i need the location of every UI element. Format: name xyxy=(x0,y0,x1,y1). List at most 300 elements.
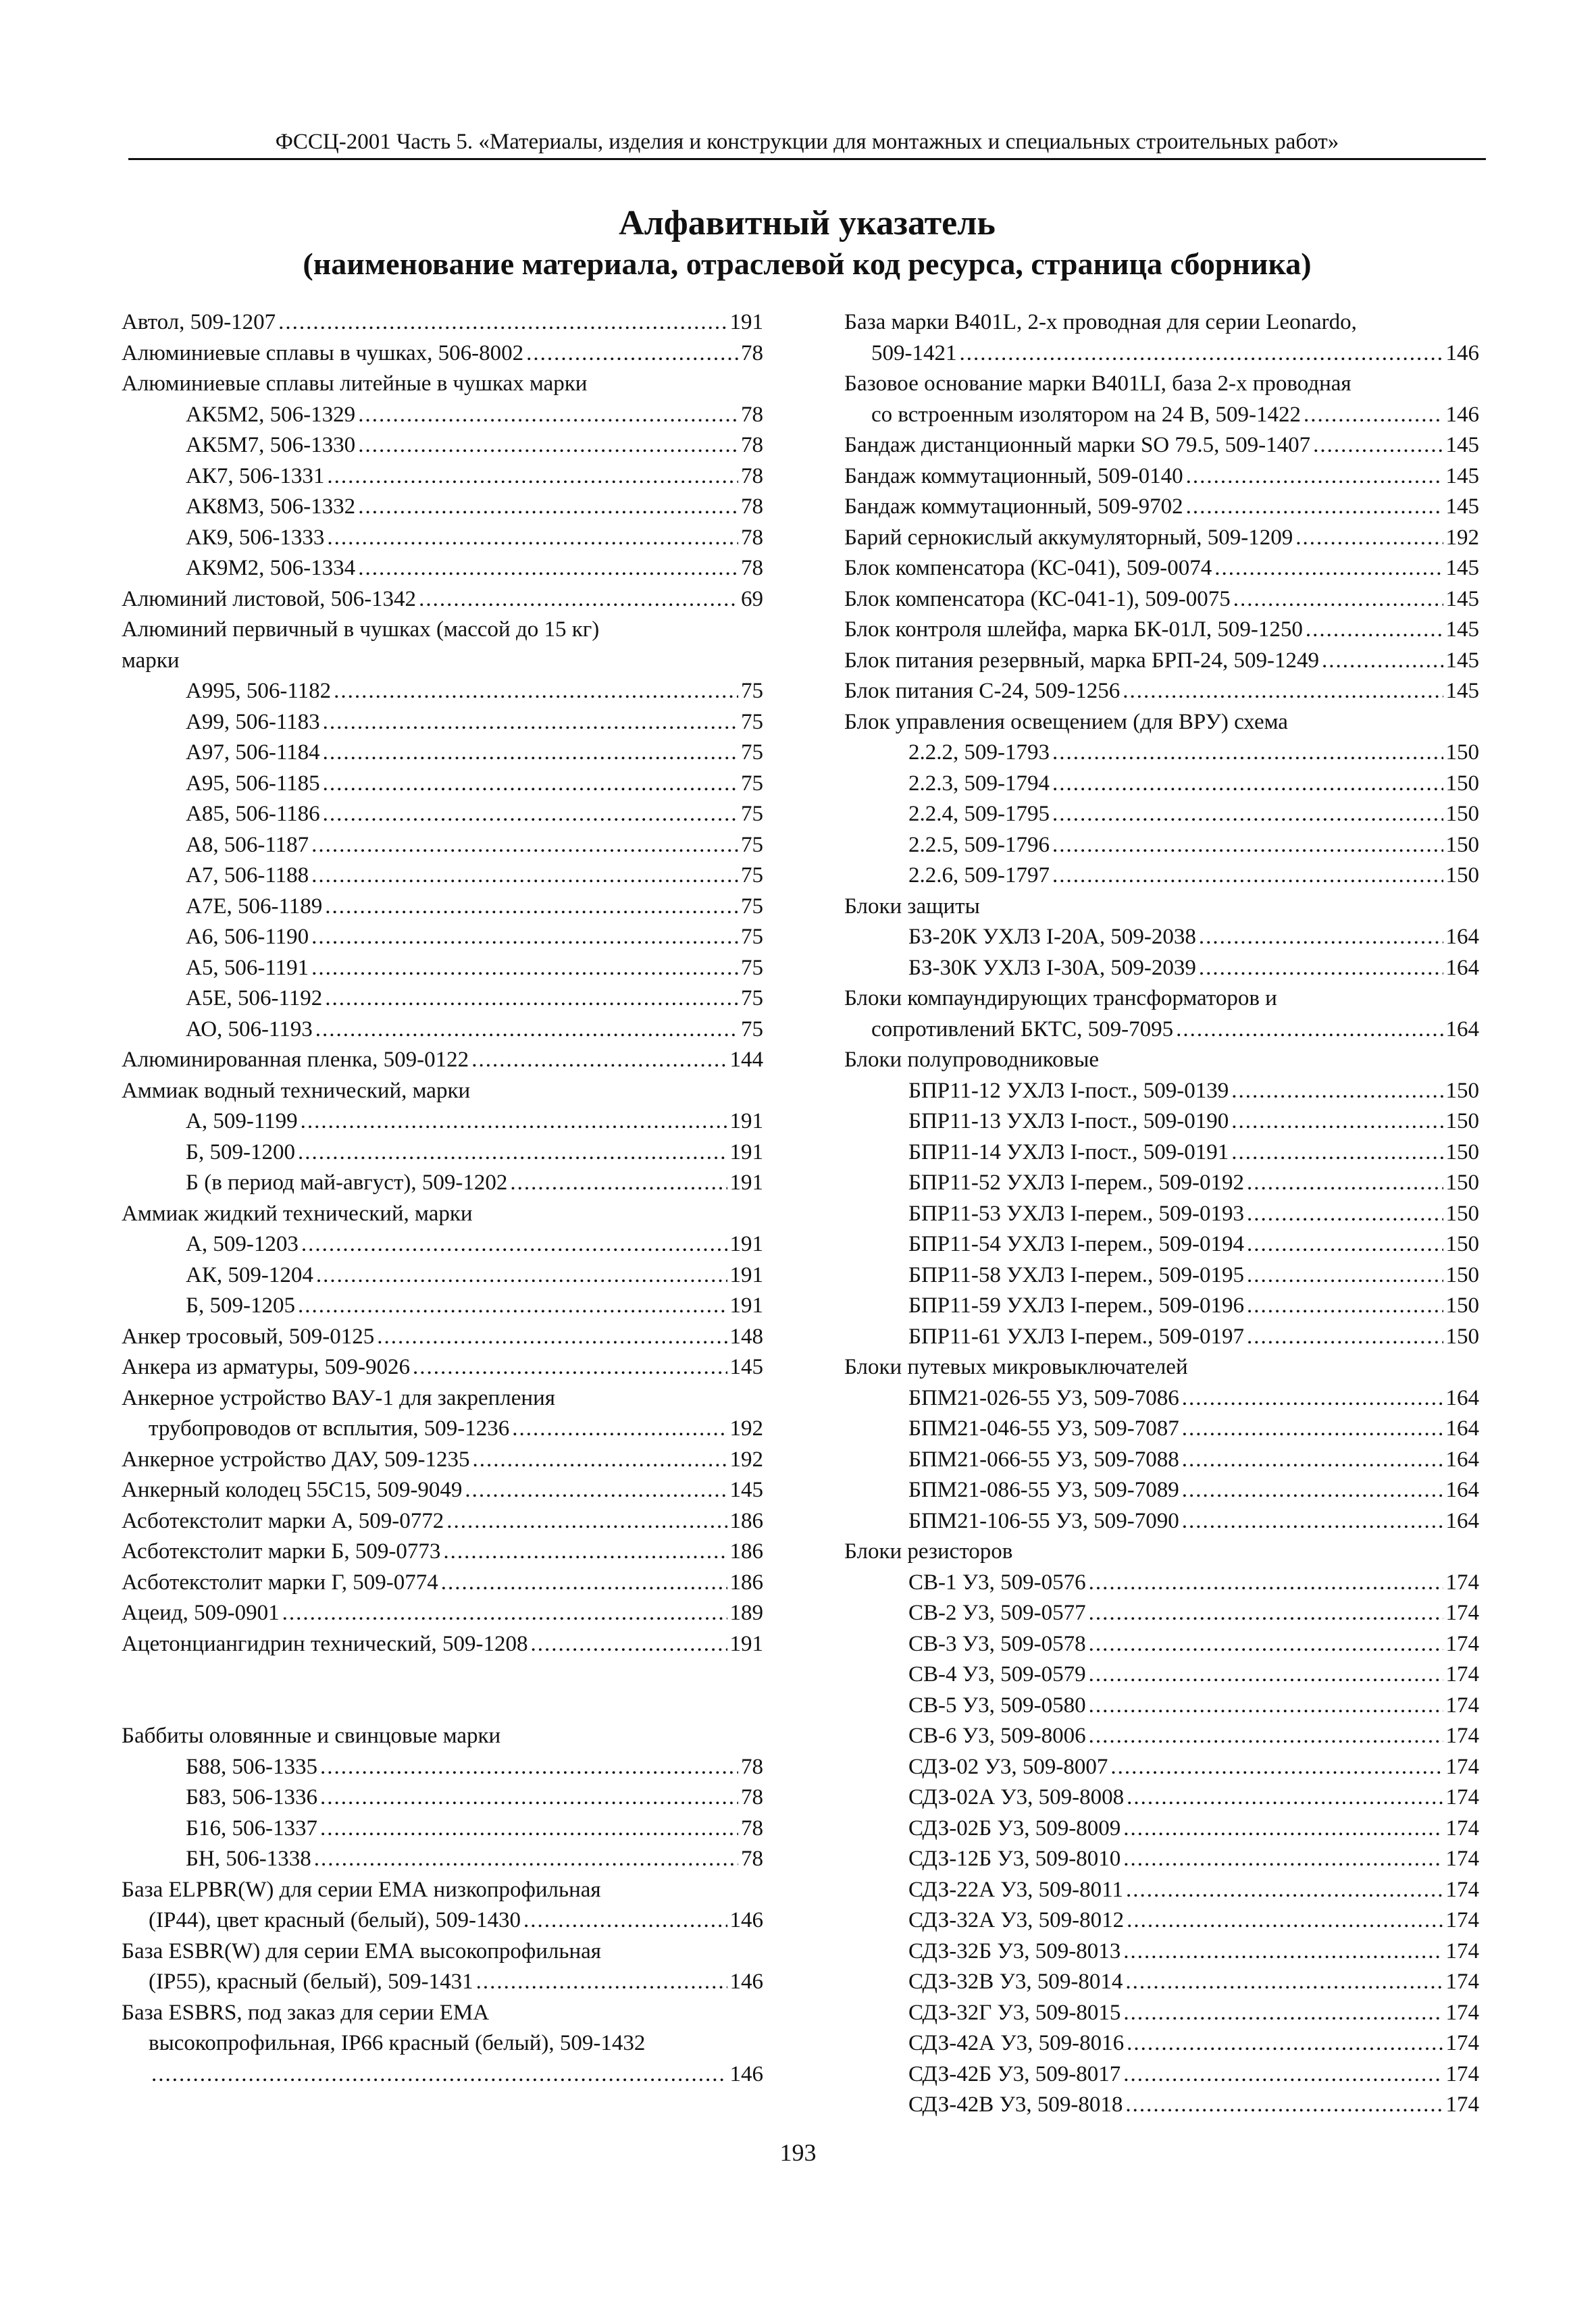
index-entry xyxy=(122,1814,763,1845)
index-entry xyxy=(844,1199,1479,1230)
dot-leader xyxy=(419,584,738,615)
dot-leader xyxy=(1127,2028,1443,2059)
entry-text: Б, 509-1205 xyxy=(186,1293,295,1318)
dot-leader xyxy=(960,338,1443,369)
entry-page: 164 xyxy=(1445,955,1479,980)
dot-leader xyxy=(1186,461,1443,492)
index-entry xyxy=(844,1568,1479,1599)
index-entry xyxy=(122,1844,763,1875)
entry-text: Бандаж коммутационный, 509-9702 xyxy=(844,494,1183,519)
entry-text: СВ-5 У3, 509-0580 xyxy=(908,1693,1086,1718)
entry-page: 145 xyxy=(1445,679,1479,703)
entry-text: Асботекстолит марки А, 509-0772 xyxy=(122,1508,444,1533)
entry-page: 174 xyxy=(1445,1908,1479,1932)
entry-page: 192 xyxy=(729,1416,763,1441)
index-entry xyxy=(844,461,1479,492)
index-entry xyxy=(844,1168,1479,1199)
entry-text: Анкерное устройство ВАУ-1 для закрепления xyxy=(122,1385,555,1410)
entry-page: 148 xyxy=(729,1324,763,1349)
index-entry xyxy=(844,1752,1479,1783)
index-entry xyxy=(844,2028,1479,2059)
dot-leader xyxy=(1214,553,1443,584)
index-entry xyxy=(122,1014,763,1046)
dot-leader xyxy=(1089,1568,1443,1599)
entry-text: АК, 509-1204 xyxy=(186,1262,313,1287)
entry-page: 164 xyxy=(1445,1017,1479,1042)
entry-page: 75 xyxy=(741,894,763,919)
entry-text: А5, 506-1191 xyxy=(186,955,309,980)
entry-text: марки xyxy=(122,648,180,673)
dot-leader xyxy=(1123,1998,1443,2029)
index-entry xyxy=(122,922,763,953)
entry-text: БПР11-58 УХЛ3 I-перем., 509-0195 xyxy=(908,1262,1245,1287)
dot-leader xyxy=(278,307,727,338)
dot-leader xyxy=(1322,646,1443,677)
entry-text: БПР11-54 УХЛ3 I-перем., 509-0194 xyxy=(908,1232,1245,1256)
entry-text: А7, 506-1188 xyxy=(186,863,309,888)
entry-page: 75 xyxy=(741,771,763,796)
index-entry xyxy=(122,1260,763,1291)
dot-leader xyxy=(325,892,738,923)
index-heading xyxy=(122,2028,763,2059)
index-heading xyxy=(122,1076,763,1107)
entry-text: (IP55), красный (белый), 509-1431 xyxy=(149,1970,473,1994)
entry-text: Асботекстолит марки Б, 509-0773 xyxy=(122,1539,441,1564)
index-entry xyxy=(122,2059,763,2090)
dot-leader xyxy=(443,1537,727,1568)
entry-page: 78 xyxy=(741,1754,763,1779)
index-entry xyxy=(122,1568,763,1599)
entry-text: 2.2.4, 509-1795 xyxy=(908,802,1050,826)
entry-page: 191 xyxy=(729,1631,763,1656)
entry-text: Анкерный колодец 55С15, 509-9049 xyxy=(122,1478,463,1502)
index-entry xyxy=(122,738,763,769)
dot-leader xyxy=(1123,1844,1443,1875)
entry-text: База ESBR(W) для серии ЕМА высокопрофильная xyxy=(122,1938,601,1963)
entry-page: 174 xyxy=(1445,1693,1479,1718)
index-entry xyxy=(844,1137,1479,1168)
dot-leader xyxy=(1182,1445,1443,1476)
entry-page: 78 xyxy=(741,1785,763,1809)
index-entry xyxy=(122,983,763,1014)
dot-leader xyxy=(1199,922,1443,953)
index-entry xyxy=(844,553,1479,584)
title-block xyxy=(128,203,1486,284)
entry-page: 191 xyxy=(729,1293,763,1318)
entry-page: 75 xyxy=(741,925,763,949)
dot-leader xyxy=(323,707,738,738)
dot-leader xyxy=(327,461,738,492)
entry-text: Б83, 506-1336 xyxy=(186,1785,317,1809)
dot-leader xyxy=(320,1814,738,1845)
index-entry xyxy=(122,1752,763,1783)
index-heading xyxy=(122,1936,763,1968)
entry-text: АК7, 506-1331 xyxy=(186,463,325,488)
dot-leader xyxy=(325,983,738,1014)
entry-text: Автол, 509-1207 xyxy=(122,310,276,334)
index-entry xyxy=(122,1137,763,1168)
index-entry xyxy=(844,338,1479,369)
entry-page: 75 xyxy=(741,832,763,857)
entry-text: А99, 506-1183 xyxy=(186,709,320,734)
dot-leader xyxy=(1247,1168,1443,1199)
entry-text: Анкер тросовый, 509-0125 xyxy=(122,1324,375,1349)
entry-text: трубопроводов от всплытия, 509-1236 xyxy=(149,1416,510,1441)
entry-text: СДЗ-42А У3, 509-8016 xyxy=(908,2031,1125,2055)
index-entry xyxy=(844,584,1479,615)
dot-leader xyxy=(1231,1106,1443,1137)
index-entry xyxy=(844,1506,1479,1537)
entry-text: СДЗ-32В У3, 509-8014 xyxy=(908,1970,1123,1994)
entry-text: АК9, 506-1333 xyxy=(186,525,325,550)
dot-leader xyxy=(441,1568,727,1599)
dot-leader xyxy=(446,1506,727,1537)
dot-leader xyxy=(311,953,738,984)
entry-text: 509-1421 xyxy=(871,340,957,365)
dot-leader xyxy=(476,1967,727,1998)
dot-leader xyxy=(311,860,738,892)
dot-leader xyxy=(1176,1014,1443,1046)
entry-text: БПР11-13 УХЛ3 I-пост., 509-0190 xyxy=(908,1109,1229,1133)
index-entry xyxy=(844,1260,1479,1291)
dot-leader xyxy=(1313,430,1443,461)
dot-leader xyxy=(301,1229,727,1260)
entry-text: АК8М3, 506-1332 xyxy=(186,494,356,519)
entry-page: 150 xyxy=(1445,1139,1479,1164)
entry-text: Асботекстолит марки Г, 509-0774 xyxy=(122,1570,438,1595)
page-number: 193 xyxy=(779,2139,817,2166)
index-entry xyxy=(122,1322,763,1353)
entry-text: БПР11-53 УХЛ3 I-перем., 509-0193 xyxy=(908,1201,1245,1226)
dot-leader xyxy=(1123,1814,1443,1845)
entry-text: СВ-2 У3, 509-0577 xyxy=(908,1601,1086,1625)
index-entry xyxy=(844,799,1479,830)
entry-page: 75 xyxy=(741,802,763,826)
entry-text: А7Е, 506-1189 xyxy=(186,894,323,919)
index-entry xyxy=(844,1875,1479,1906)
entry-page: 75 xyxy=(741,986,763,1010)
entry-text: 2.2.2, 509-1793 xyxy=(908,740,1050,765)
index-entry xyxy=(122,1045,763,1076)
index-entry xyxy=(122,1629,763,1660)
entry-text: сопротивлений БКТС, 509-7095 xyxy=(871,1017,1174,1042)
index-entry xyxy=(844,1414,1479,1445)
entry-text: Б16, 506-1337 xyxy=(186,1816,317,1841)
entry-page: 150 xyxy=(1445,1078,1479,1103)
entry-text: А95, 506-1185 xyxy=(186,771,320,796)
dot-leader xyxy=(323,738,738,769)
index-entry xyxy=(844,615,1479,646)
entry-text: БПР11-59 УХЛ3 I-перем., 509-0196 xyxy=(908,1293,1245,1318)
dot-leader xyxy=(1182,1414,1443,1445)
entry-text: Блок питания резервный, марка БРП-24, 509-1249 xyxy=(844,648,1319,673)
dot-leader xyxy=(473,1445,727,1476)
entry-text: Блоки полупроводниковые xyxy=(844,1048,1100,1072)
dot-leader xyxy=(1247,1260,1443,1291)
index-heading xyxy=(122,369,763,400)
entry-text: СДЗ-02 У3, 509-8007 xyxy=(908,1754,1108,1779)
entry-text: СДЗ-42Б У3, 509-8017 xyxy=(908,2061,1121,2086)
index-entry xyxy=(844,953,1479,984)
dot-leader xyxy=(358,430,738,461)
entry-text: БПР11-12 УХЛ3 I-пост., 509-0139 xyxy=(908,1078,1229,1103)
dot-leader xyxy=(1089,1691,1443,1722)
entry-text: Блоки путевых микровыключателей xyxy=(844,1355,1188,1379)
index-heading xyxy=(844,1352,1479,1383)
dot-leader xyxy=(323,799,738,830)
dot-leader xyxy=(1123,676,1443,707)
dot-leader xyxy=(1052,799,1443,830)
dot-leader xyxy=(1182,1475,1443,1506)
entry-page: 192 xyxy=(729,1447,763,1472)
dot-leader xyxy=(1127,1905,1443,1936)
entry-page: 78 xyxy=(741,525,763,550)
dot-leader xyxy=(1182,1383,1443,1414)
entry-text: Базовое основание марки В401LI, база 2-х проводная xyxy=(844,371,1352,396)
entry-text: СВ-1 У3, 509-0576 xyxy=(908,1570,1086,1595)
index-heading xyxy=(844,307,1479,338)
index-entry xyxy=(122,1598,763,1629)
dot-leader xyxy=(311,922,738,953)
dot-leader xyxy=(1231,1137,1443,1168)
entry-text: А8, 506-1187 xyxy=(186,832,309,857)
index-entry xyxy=(844,1936,1479,1968)
entry-text: Алюминий листовой, 506-1342 xyxy=(122,586,417,611)
index-entry xyxy=(844,676,1479,707)
entry-page: 146 xyxy=(729,1970,763,1994)
entry-text: 2.2.5, 509-1796 xyxy=(908,832,1050,857)
entry-text: БПР11-61 УХЛ3 I-перем., 509-0197 xyxy=(908,1324,1245,1349)
dot-leader xyxy=(358,553,738,584)
entry-page: 191 xyxy=(729,1171,763,1195)
index-entry xyxy=(122,1537,763,1568)
dot-leader xyxy=(1123,1936,1443,1968)
entry-text: Б88, 506-1335 xyxy=(186,1754,317,1779)
index-heading xyxy=(844,369,1479,400)
entry-page: 78 xyxy=(741,340,763,365)
index-title: Алфавитный указатель xyxy=(619,204,996,242)
entry-page: 78 xyxy=(741,463,763,488)
entry-text: Блок компенсатора (КС-041), 509-0074 xyxy=(844,556,1212,580)
entry-page: 191 xyxy=(729,1262,763,1287)
entry-page: 174 xyxy=(1445,2031,1479,2055)
dot-leader xyxy=(301,1106,727,1137)
index-entry xyxy=(844,492,1479,523)
entry-text: СДЗ-42В У3, 509-8018 xyxy=(908,2092,1123,2117)
entry-text: База ESBRS, под заказ для серии ЕМА xyxy=(122,2000,490,2025)
index-entry xyxy=(844,1998,1479,2029)
entry-text: БПМ21-086-55 У3, 509-7089 xyxy=(908,1478,1179,1502)
dot-leader xyxy=(327,523,738,554)
dot-leader xyxy=(314,1844,738,1875)
entry-text: Ацеид, 509-0901 xyxy=(122,1601,280,1625)
entry-text: СДЗ-32Б У3, 509-8013 xyxy=(908,1938,1121,1963)
entry-text: БПР11-52 УХЛ3 I-перем., 509-0192 xyxy=(908,1171,1245,1195)
entry-text: А5Е, 506-1192 xyxy=(186,986,323,1010)
entry-text: Анкера из арматуры, 509-9026 xyxy=(122,1355,410,1379)
dot-leader xyxy=(1052,860,1443,892)
dot-leader xyxy=(1231,1076,1443,1107)
index-heading xyxy=(122,1721,763,1752)
entry-text: А, 509-1203 xyxy=(186,1232,299,1256)
index-entry xyxy=(122,1106,763,1137)
entry-page: 75 xyxy=(741,955,763,980)
dot-leader xyxy=(282,1598,727,1629)
index-column-right xyxy=(844,307,1479,2121)
entry-page: 78 xyxy=(741,1816,763,1841)
index-heading xyxy=(844,1537,1479,1568)
dot-leader xyxy=(523,1905,727,1936)
index-entry xyxy=(122,584,763,615)
index-entry xyxy=(844,1291,1479,1322)
entry-page: 150 xyxy=(1445,740,1479,765)
entry-text: Блок управления освещением (для ВРУ) схема xyxy=(844,709,1288,734)
entry-text: СДЗ-22А У3, 509-8011 xyxy=(908,1877,1123,1902)
index-entry xyxy=(122,953,763,984)
index-heading xyxy=(122,646,763,677)
index-entry xyxy=(844,400,1479,431)
dot-leader xyxy=(1247,1291,1443,1322)
index-heading xyxy=(122,1199,763,1230)
entry-page: 78 xyxy=(741,433,763,457)
entry-page: 174 xyxy=(1445,2000,1479,2025)
index-heading xyxy=(122,1875,763,1906)
index-entry xyxy=(844,1229,1479,1260)
entry-text: высокопрофильная, IP66 красный (белый), 509-1432 xyxy=(149,2031,646,2055)
dot-leader xyxy=(298,1137,727,1168)
dot-leader xyxy=(1052,830,1443,861)
entry-page: 150 xyxy=(1445,1109,1479,1133)
index-entry xyxy=(122,860,763,892)
index-heading xyxy=(844,1045,1479,1076)
entry-text: Блок питания С-24, 509-1256 xyxy=(844,679,1121,703)
entry-page: 164 xyxy=(1445,925,1479,949)
entry-page: 146 xyxy=(729,2061,763,2086)
entry-text: База ELPBR(W) для серии ЕМА низкопрофильная xyxy=(122,1877,601,1902)
index-entry xyxy=(122,1352,763,1383)
entry-page: 191 xyxy=(729,310,763,334)
dot-leader xyxy=(512,1414,727,1445)
entry-text: БЗ-30К УХЛ3 I-30А, 509-2039 xyxy=(908,955,1196,980)
index-entry xyxy=(844,1691,1479,1722)
entry-page: 192 xyxy=(1445,525,1479,550)
dot-leader xyxy=(316,1260,727,1291)
index-entry xyxy=(844,860,1479,892)
dot-leader xyxy=(1123,2059,1443,2090)
index-entry xyxy=(844,1076,1479,1107)
dot-leader xyxy=(1247,1199,1443,1230)
entry-page: 174 xyxy=(1445,1754,1479,1779)
index-entry xyxy=(844,1721,1479,1752)
entry-text: БПМ21-066-55 У3, 509-7088 xyxy=(908,1447,1179,1472)
entry-text: АК5М7, 506-1330 xyxy=(186,433,356,457)
entry-text: СВ-4 У3, 509-0579 xyxy=(908,1662,1086,1687)
entry-page: 174 xyxy=(1445,1970,1479,1994)
entry-text: Блоки защиты xyxy=(844,894,980,919)
index-entry xyxy=(122,1782,763,1814)
entry-text: 2.2.6, 509-1797 xyxy=(908,863,1050,888)
dot-leader xyxy=(1182,1506,1443,1537)
index-entry xyxy=(844,1014,1479,1046)
index-entry xyxy=(844,769,1479,800)
entry-page: 174 xyxy=(1445,1847,1479,1871)
entry-page: 186 xyxy=(729,1539,763,1564)
index-entry xyxy=(122,1168,763,1199)
index-entry xyxy=(844,2090,1479,2121)
entry-page: 186 xyxy=(729,1570,763,1595)
dot-leader xyxy=(1089,1598,1443,1629)
entry-page: 174 xyxy=(1445,1785,1479,1809)
index-entry xyxy=(122,707,763,738)
dot-leader xyxy=(471,1045,727,1076)
entry-page: 150 xyxy=(1445,1293,1479,1318)
dot-leader xyxy=(151,2059,727,2090)
entry-page: 78 xyxy=(741,1847,763,1871)
index-entry xyxy=(844,1967,1479,1998)
entry-text: СДЗ-32Г У3, 509-8015 xyxy=(908,2000,1121,2025)
entry-page: 174 xyxy=(1445,1724,1479,1748)
index-entry xyxy=(122,769,763,800)
index-entry xyxy=(122,461,763,492)
dot-leader xyxy=(1233,584,1443,615)
entry-page: 145 xyxy=(1445,494,1479,519)
dot-leader xyxy=(320,1782,738,1814)
index-entry xyxy=(122,892,763,923)
entry-page: 75 xyxy=(741,679,763,703)
entry-text: Бандаж дистанционный марки SO 79.5, 509-1407 xyxy=(844,433,1311,457)
entry-page: 164 xyxy=(1445,1508,1479,1533)
index-heading xyxy=(844,983,1479,1014)
index-entry xyxy=(122,430,763,461)
index-entry xyxy=(844,1322,1479,1353)
dot-leader xyxy=(1247,1229,1443,1260)
index-entry xyxy=(122,1475,763,1506)
entry-page: 150 xyxy=(1445,1262,1479,1287)
index-heading xyxy=(122,615,763,646)
entry-page: 189 xyxy=(729,1601,763,1625)
entry-page: 150 xyxy=(1445,1201,1479,1226)
dot-leader xyxy=(413,1352,727,1383)
index-entry xyxy=(844,430,1479,461)
entry-text: Алюминиевые сплавы литейные в чушках марки xyxy=(122,371,588,396)
entry-text: СВ-3 У3, 509-0578 xyxy=(908,1631,1086,1656)
index-entry xyxy=(122,553,763,584)
index-entry xyxy=(122,523,763,554)
entry-text: СДЗ-02Б У3, 509-8009 xyxy=(908,1816,1121,1841)
dot-leader xyxy=(1052,738,1443,769)
index-entry xyxy=(122,1291,763,1322)
index-entry xyxy=(122,1506,763,1537)
entry-text: АО, 506-1193 xyxy=(186,1017,313,1042)
entry-text: БПМ21-106-55 У3, 509-7090 xyxy=(908,1508,1179,1533)
dot-leader xyxy=(510,1168,727,1199)
index-entry xyxy=(122,1229,763,1260)
entry-page: 144 xyxy=(729,1048,763,1072)
dot-leader xyxy=(1125,2090,1443,2121)
index-spacer xyxy=(122,1660,763,1691)
entry-page: 164 xyxy=(1445,1478,1479,1502)
entry-text: (IP44), цвет красный (белый), 509-1430 xyxy=(149,1908,521,1932)
entry-text: Блоки резисторов xyxy=(844,1539,1013,1564)
dot-leader xyxy=(1127,1782,1443,1814)
entry-page: 174 xyxy=(1445,1631,1479,1656)
entry-page: 146 xyxy=(1445,340,1479,365)
index-entry xyxy=(122,1414,763,1445)
dot-leader xyxy=(358,492,738,523)
dot-leader xyxy=(1125,1967,1443,1998)
entry-page: 146 xyxy=(1445,402,1479,427)
index-entry xyxy=(122,338,763,369)
